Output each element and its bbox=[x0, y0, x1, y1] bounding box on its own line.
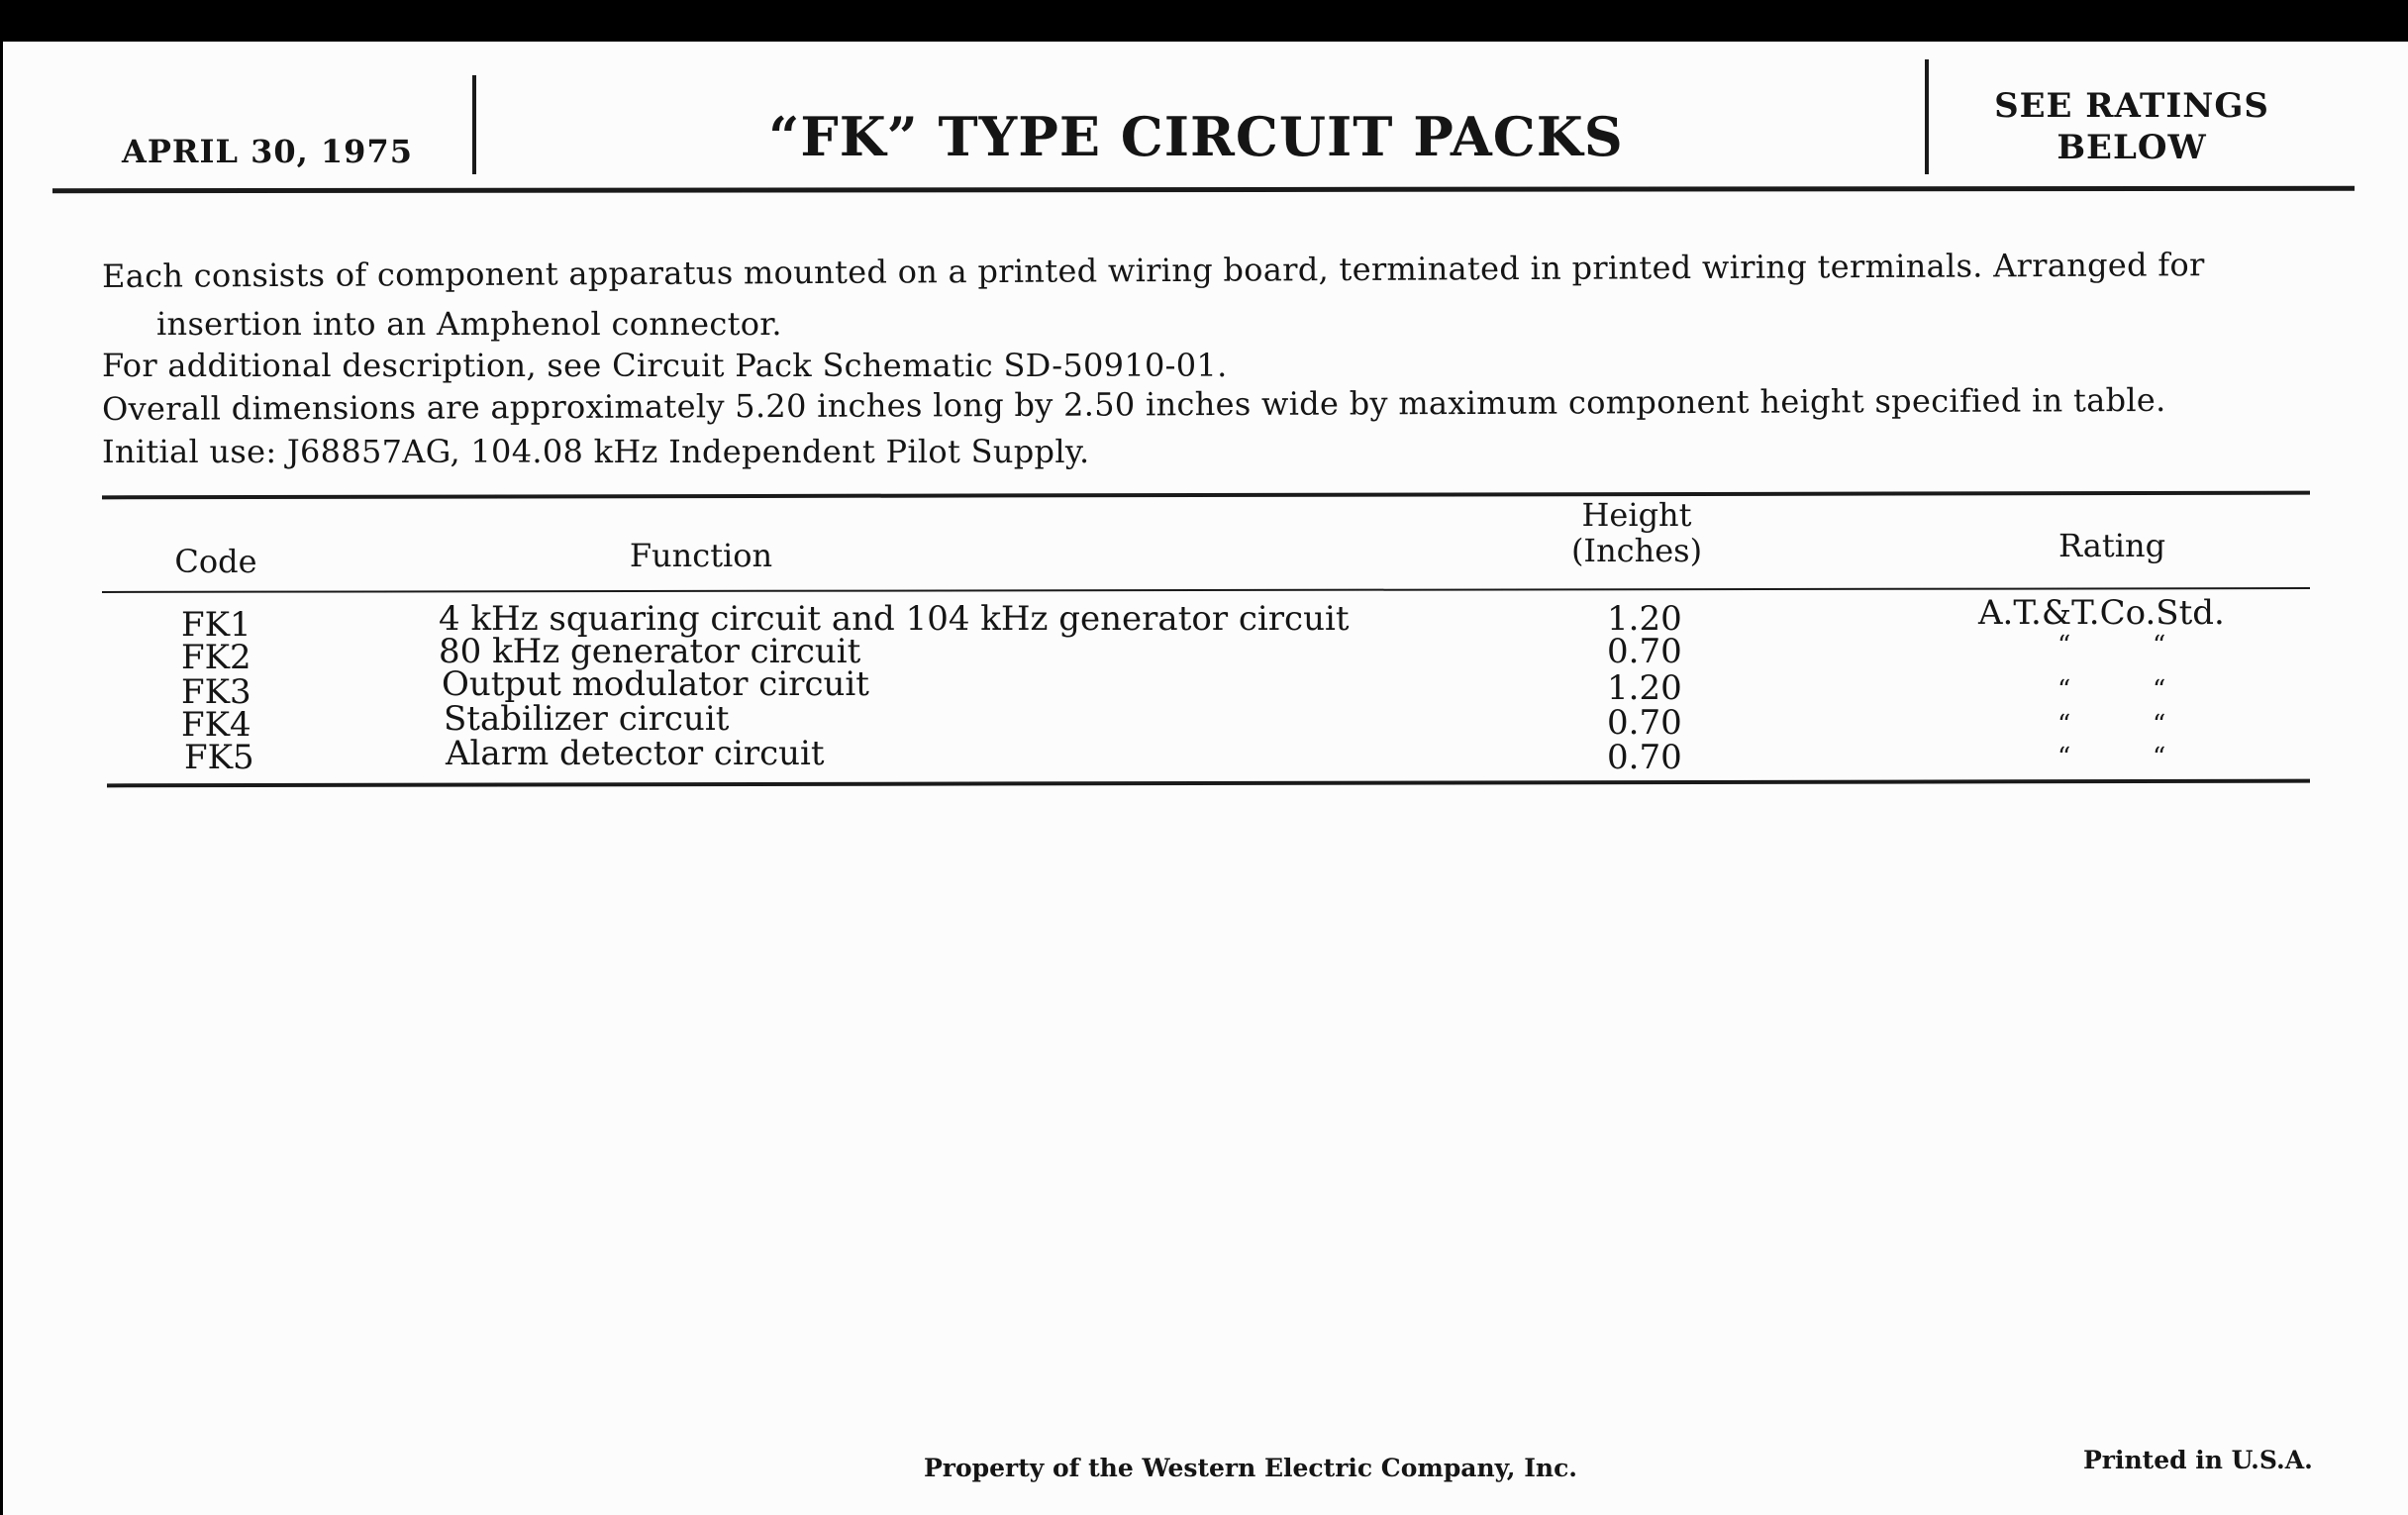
ratings-note-line2: BELOW bbox=[2057, 128, 2207, 167]
sheet-title: “FK” TYPE CIRCUIT PACKS bbox=[768, 105, 1624, 168]
column-header-rating: Rating bbox=[2057, 527, 2166, 564]
table-row bbox=[3, 631, 2408, 677]
row-code: FK3 bbox=[181, 672, 251, 712]
row-code: FK2 bbox=[181, 638, 251, 677]
ratings-note-line1: SEE RATINGS bbox=[1994, 86, 2269, 126]
column-header-height-line2: (Inches) bbox=[1570, 532, 1703, 569]
row-rating: “ “ bbox=[2057, 743, 2166, 772]
description-line3: Overall dimensions are approximately 5.20 inches long by 2.50 inches wide by maximum component height specified in table. bbox=[102, 380, 2166, 428]
row-rating: “ “ bbox=[2057, 631, 2166, 660]
description-line2: For additional description, see Circuit Pack Schematic SD-50910-01. bbox=[102, 347, 1228, 384]
description-line4: Initial use: J68857AG, 104.08 kHz Independent Pilot Supply. bbox=[102, 433, 1090, 470]
header-divider-right bbox=[1925, 59, 1929, 174]
row-height: 1.20 bbox=[1607, 668, 1682, 708]
row-rating: A.T.&T.Co.Std. bbox=[1978, 593, 2225, 633]
table-row bbox=[3, 593, 2408, 645]
column-header-height-line1: Height bbox=[1581, 496, 1692, 534]
row-height: 0.70 bbox=[1607, 703, 1682, 743]
table-bottom-rule bbox=[107, 779, 2310, 788]
row-function: Output modulator circuit bbox=[442, 664, 869, 704]
row-code: FK5 bbox=[184, 738, 254, 777]
printed-in-note: Printed in U.S.A. bbox=[2083, 1446, 2313, 1474]
row-code: FK1 bbox=[181, 605, 251, 645]
table-row bbox=[3, 664, 2408, 712]
description-line1: Each consists of component apparatus mounted on a printed wiring board, terminated in printed wiring terminals. Arranged for bbox=[102, 246, 2205, 295]
sheet-date: APRIL 30, 1975 bbox=[122, 133, 413, 170]
header-rule bbox=[52, 186, 2355, 193]
row-function: Alarm detector circuit bbox=[446, 734, 825, 773]
column-header-function: Function bbox=[629, 537, 773, 574]
row-height: 0.70 bbox=[1607, 632, 1682, 671]
row-function: 80 kHz generator circuit bbox=[439, 632, 861, 671]
table-top-rule bbox=[102, 491, 2310, 500]
row-height: 1.20 bbox=[1607, 599, 1682, 639]
ratings-note bbox=[1939, 85, 2325, 168]
row-code: FK4 bbox=[181, 705, 251, 745]
row-function: Stabilizer circuit bbox=[444, 699, 730, 739]
column-header-code: Code bbox=[174, 543, 257, 580]
property-notice: Property of the Western Electric Company, Inc. bbox=[924, 1454, 1578, 1482]
row-height: 0.70 bbox=[1607, 738, 1682, 777]
table-row bbox=[3, 699, 2408, 745]
row-rating: “ “ bbox=[2057, 675, 2166, 705]
description-line1-cont: insertion into an Amphenol connector. bbox=[156, 305, 782, 343]
table-row bbox=[3, 734, 2408, 777]
row-function: 4 kHz squaring circuit and 104 kHz generator circuit bbox=[439, 599, 1350, 639]
spec-sheet bbox=[3, 42, 2408, 1515]
row-rating: “ “ bbox=[2057, 710, 2166, 740]
column-header-height bbox=[1538, 497, 1736, 568]
